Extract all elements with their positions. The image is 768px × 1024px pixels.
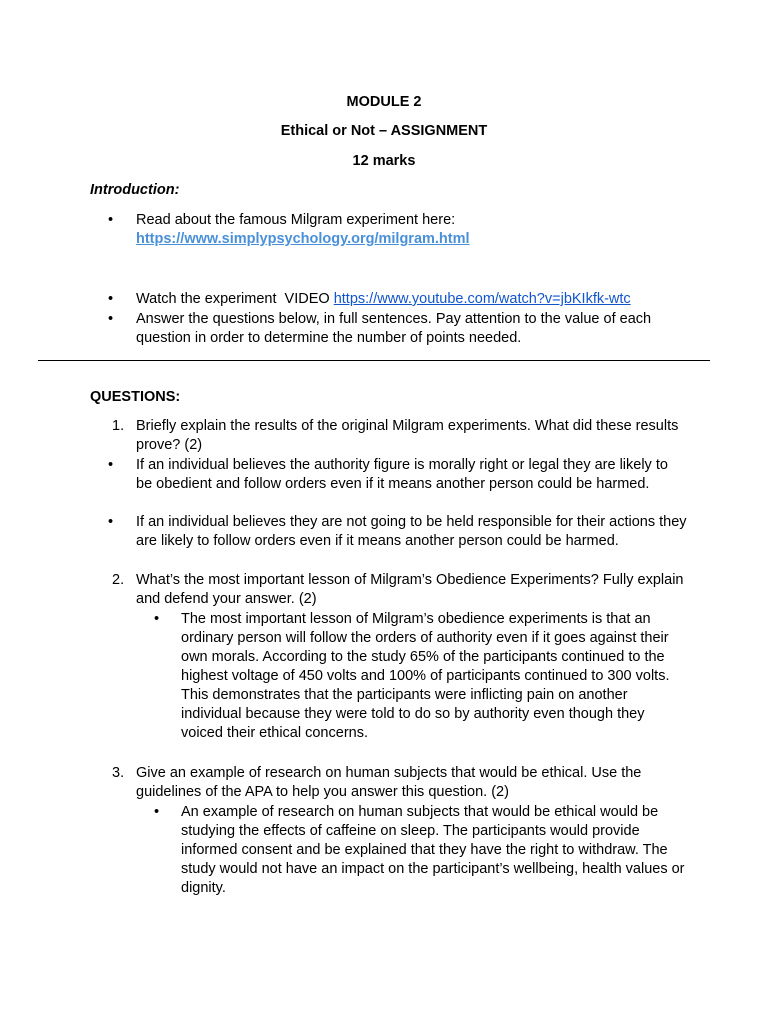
question-text: Briefly explain the results of the original Milgram experiments. What did these results prove? (2) [136,418,679,453]
intro-item-text: Watch the experiment VIDEO [136,291,334,307]
answer-text: If an individual believes they are not going to be held responsible for their actions they are likely to follow orders even if it means another person could be harmed. [136,514,687,549]
milgram-article-link[interactable]: https://www.simplypsychology.org/milgram.html [136,231,470,247]
question-number: 2. [112,572,125,588]
intro-item-text: Answer the questions below, in full sentences. Pay attention to the value of each question in order to determine the number of points needed. [136,311,652,346]
bullet-icon: • [154,611,160,627]
bullet-icon: • [108,457,114,473]
bullet-icon: • [108,212,114,228]
bullet-icon: • [154,804,160,820]
section-divider [38,360,710,361]
question-number: 1. [112,418,125,434]
bullet-icon: • [108,291,114,307]
marks-label: 12 marks [352,153,416,169]
assignment-title: Ethical or Not – ASSIGNMENT [280,123,488,139]
introduction-heading: Introduction: [90,182,180,198]
answer-text: An example of research on human subjects that would be ethical would be studying the effects of caffeine on sleep. The participants would provide informed consent and be explained that they have the right to withdraw. The study would not have an impact on the participant’s wellbeing, health values or dignity. [181,804,685,896]
answer-text: If an individual believes the authority figure is morally right or legal they are likely to be obedient and follow orders even if it means another person could be harmed. [136,457,668,492]
question-text: Give an example of research on human subjects that would be ethical. Use the guidelines of the APA to help you answer this question. (2) [136,765,642,800]
youtube-video-link[interactable]: https://www.youtube.com/watch?v=jbKIkfk-wtc [333,291,631,307]
bullet-icon: • [108,514,114,530]
intro-item-text: Read about the famous Milgram experiment here: [136,212,456,228]
bullet-icon: • [108,311,114,327]
questions-heading: QUESTIONS: [90,389,181,405]
answer-text: The most important lesson of Milgram’s obedience experiments is that an ordinary person will follow the orders of authority even if it goes against their own morals. According to the study 65% of the participants continued to the highest voltage of 450 volts and 100% of participants continued to 300 volts. This demonstrates that the participants were inflicting pain on another individual because they were told to do so by authority even though they voiced their ethical concerns. [181,611,670,741]
question-text: What’s the most important lesson of Milgram’s Obedience Experiments? Fully explain and defend your answer. (2) [136,572,684,607]
question-number: 3. [112,765,125,781]
module-title: MODULE 2 [346,94,422,110]
